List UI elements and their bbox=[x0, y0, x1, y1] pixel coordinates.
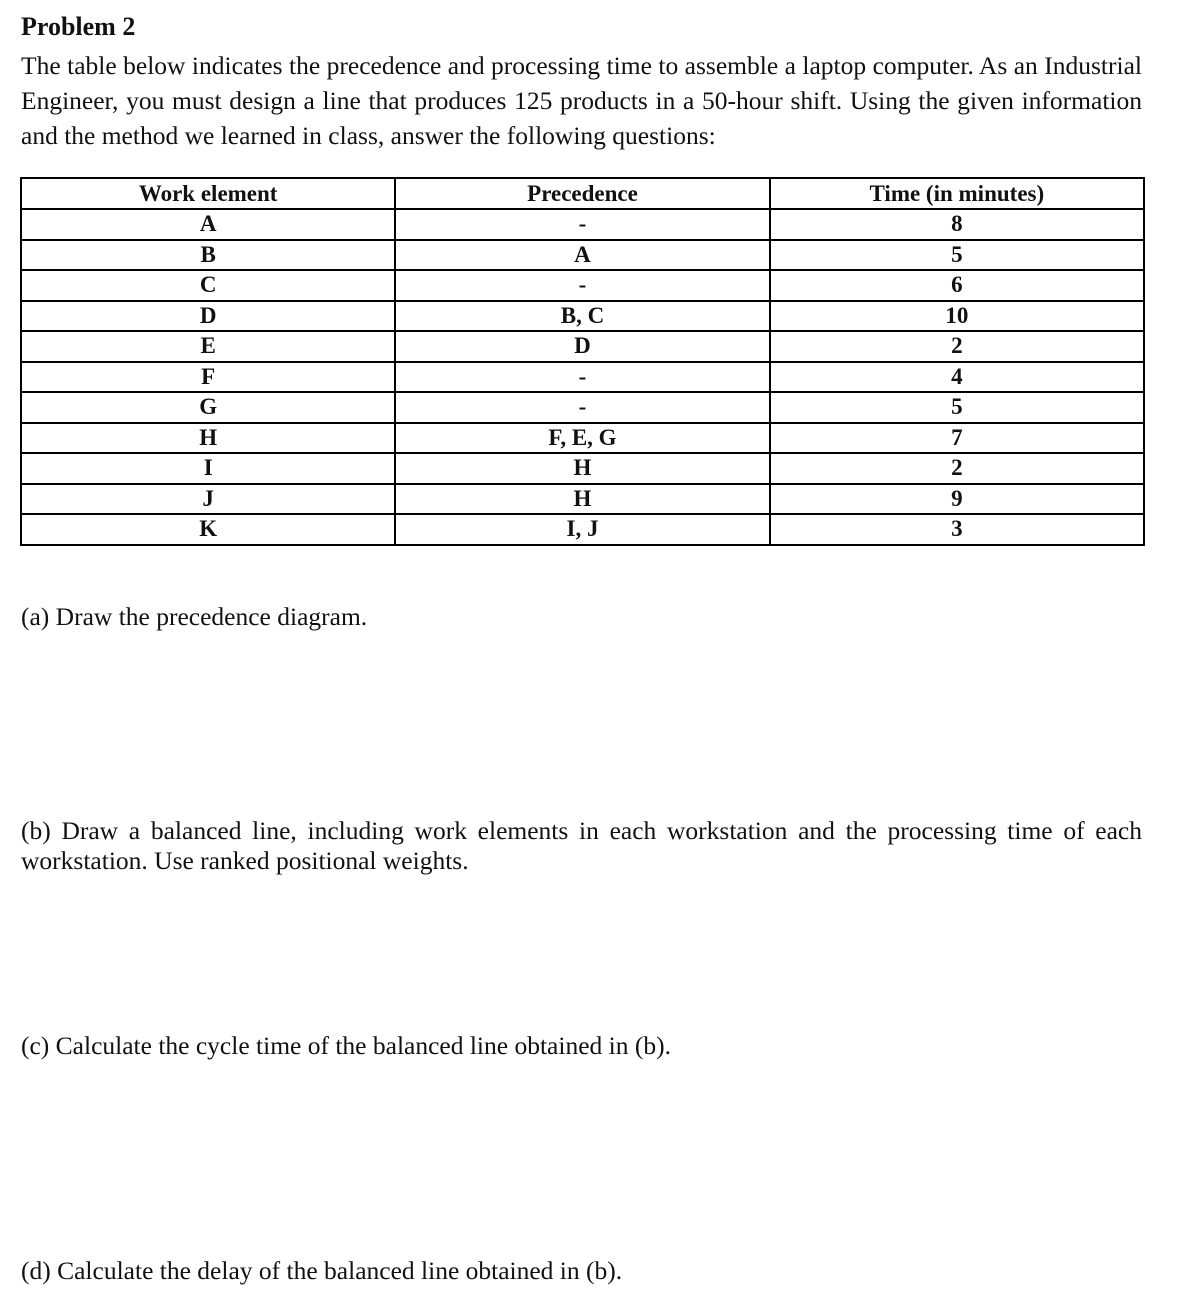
cell-time: 2 bbox=[770, 453, 1144, 484]
cell-element: I bbox=[21, 453, 395, 484]
cell-element: F bbox=[21, 362, 395, 393]
cell-time: 5 bbox=[770, 240, 1144, 271]
cell-element: C bbox=[21, 270, 395, 301]
table-row bbox=[21, 392, 1144, 423]
cell-time: 4 bbox=[770, 362, 1144, 393]
cell-precedence: - bbox=[395, 392, 769, 423]
cell-time: 9 bbox=[770, 484, 1144, 515]
cell-time: 2 bbox=[770, 331, 1144, 362]
header-precedence: Precedence bbox=[395, 178, 769, 209]
table-row bbox=[21, 209, 1144, 240]
cell-precedence: - bbox=[395, 362, 769, 393]
header-time: Time (in minutes) bbox=[770, 178, 1144, 209]
cell-element: G bbox=[21, 392, 395, 423]
question-d: (d) Calculate the delay of the balanced line obtained in (b). bbox=[21, 1256, 623, 1285]
table-row bbox=[21, 484, 1144, 515]
cell-precedence: I, J bbox=[395, 514, 769, 545]
table-row bbox=[21, 331, 1144, 362]
header-work-element: Work element bbox=[21, 178, 395, 209]
cell-element: E bbox=[21, 331, 395, 362]
cell-element: D bbox=[21, 301, 395, 332]
cell-precedence: - bbox=[395, 270, 769, 301]
cell-precedence: A bbox=[395, 240, 769, 271]
table-header-row bbox=[21, 178, 1144, 209]
question-b: (b) Draw a balanced line, including work elements in each workstation and the processing time of each workstation. Use ranked positional weights. bbox=[21, 816, 1142, 875]
table-row bbox=[21, 423, 1144, 454]
cell-element: A bbox=[21, 209, 395, 240]
cell-precedence: D bbox=[395, 331, 769, 362]
cell-precedence: B, C bbox=[395, 301, 769, 332]
table-row bbox=[21, 240, 1144, 271]
problem-statement: The table below indicates the precedence and processing time to assemble a laptop computer. As an Industrial Engineer, you must design a line that produces 125 products in a 50-hour shift. Using the given information and the method we learned in class, answer the following questions: bbox=[21, 51, 1142, 150]
cell-precedence: H bbox=[395, 453, 769, 484]
table-row bbox=[21, 270, 1144, 301]
cell-time: 3 bbox=[770, 514, 1144, 545]
cell-precedence: F, E, G bbox=[395, 423, 769, 454]
cell-element: K bbox=[21, 514, 395, 545]
cell-time: 5 bbox=[770, 392, 1144, 423]
question-a: (a) Draw the precedence diagram. bbox=[21, 602, 368, 631]
table-row bbox=[21, 301, 1144, 332]
cell-time: 6 bbox=[770, 270, 1144, 301]
cell-time: 8 bbox=[770, 209, 1144, 240]
cell-element: H bbox=[21, 423, 395, 454]
cell-element: J bbox=[21, 484, 395, 515]
cell-time: 10 bbox=[770, 301, 1144, 332]
question-c: (c) Calculate the cycle time of the balanced line obtained in (b). bbox=[21, 1031, 671, 1060]
cell-element: B bbox=[21, 240, 395, 271]
table-row bbox=[21, 514, 1144, 545]
table-row bbox=[21, 362, 1144, 393]
problem-title: Problem 2 bbox=[21, 12, 136, 41]
precedence-table bbox=[20, 177, 1145, 546]
cell-precedence: - bbox=[395, 209, 769, 240]
cell-time: 7 bbox=[770, 423, 1144, 454]
cell-precedence: H bbox=[395, 484, 769, 515]
table-row bbox=[21, 453, 1144, 484]
